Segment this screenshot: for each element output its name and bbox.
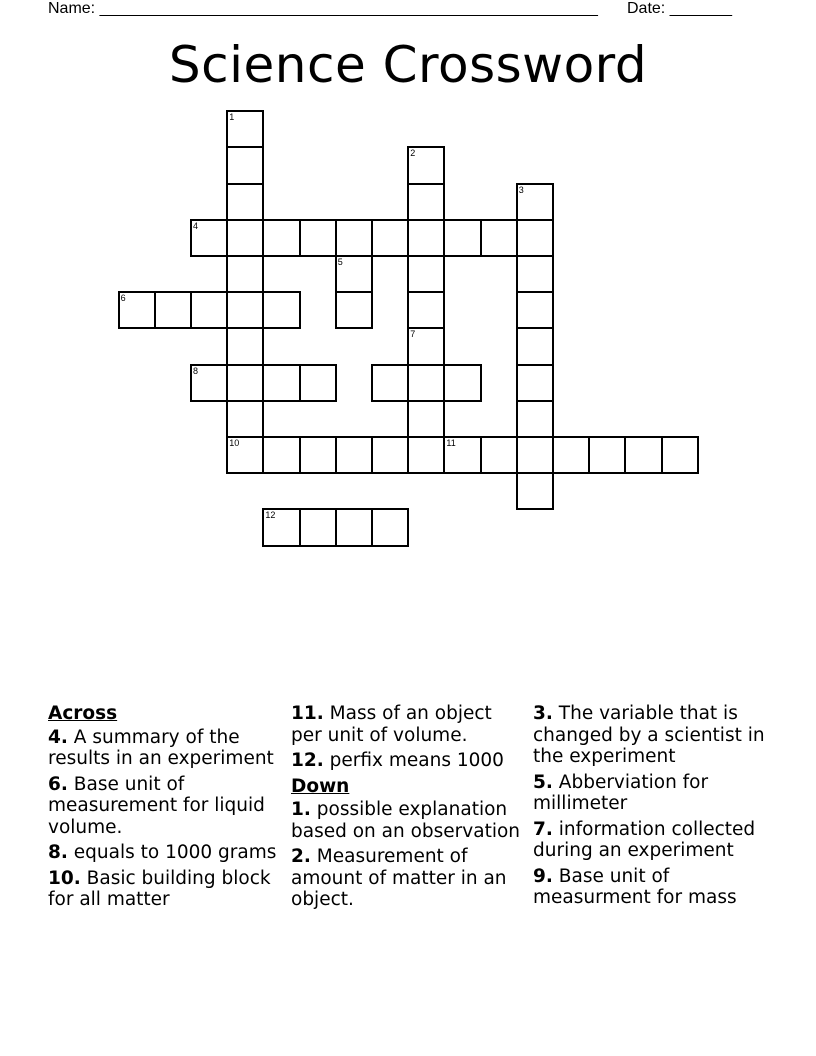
clue-number-label: 8 [193, 365, 199, 376]
grid-cell[interactable] [262, 291, 300, 329]
clue-number-label: 12 [265, 510, 276, 521]
grid-cell[interactable] [371, 364, 409, 402]
grid-cell[interactable] [407, 255, 445, 293]
grid-cell[interactable] [371, 508, 409, 546]
grid-cell[interactable] [262, 508, 300, 546]
grid-cell[interactable] [335, 508, 373, 546]
grid-cell[interactable] [407, 436, 445, 474]
grid-cell[interactable] [371, 436, 409, 474]
grid-cell[interactable] [516, 364, 554, 402]
clue-number: 11. [291, 703, 324, 724]
clue-text: Abberviation for millimeter [533, 771, 709, 814]
clue-column-3 [533, 703, 769, 913]
clue-number-label: 6 [120, 293, 126, 304]
clue-number: 9. [533, 865, 553, 887]
grid-cell[interactable] [335, 436, 373, 474]
clue-text: possible explanation based on an observation [291, 799, 521, 842]
grid-cell[interactable] [443, 364, 481, 402]
grid-cell[interactable] [226, 291, 264, 329]
clue-number: 1. [291, 799, 311, 820]
grid-cell[interactable] [299, 508, 337, 546]
grid-cell[interactable] [407, 219, 445, 257]
grid-cell[interactable] [154, 291, 192, 329]
clue-number-label: 5 [337, 257, 343, 267]
name-field: Name: ________________________________________________________ [48, 0, 598, 17]
grid-cell[interactable] [226, 400, 264, 438]
clue-across-8 [48, 842, 284, 864]
grid-cell[interactable] [371, 219, 409, 257]
clue-across-12 [291, 750, 527, 772]
clue-column-2 [291, 703, 527, 915]
clue-number: 7. [533, 818, 553, 840]
grid-cell[interactable] [335, 255, 373, 293]
grid-cell[interactable] [407, 327, 445, 365]
clue-text: Basic building block for all matter [48, 867, 271, 910]
grid-cell[interactable] [661, 436, 699, 474]
clue-number-label: 7 [410, 329, 416, 340]
clue-number: 6. [48, 773, 68, 795]
grid-cell[interactable] [443, 436, 481, 474]
grid-cell[interactable] [226, 436, 264, 474]
grid-cell[interactable] [262, 436, 300, 474]
clue-down-2 [291, 846, 527, 911]
grid-cell[interactable] [190, 364, 228, 402]
clue-number: 4. [48, 726, 68, 748]
date-field: Date: _______ [627, 0, 732, 17]
grid-cell[interactable] [262, 364, 300, 402]
grid-cell[interactable] [516, 436, 554, 474]
grid-cell[interactable] [226, 219, 264, 257]
clue-number: 2. [291, 846, 311, 867]
clue-number: 10. [48, 867, 81, 889]
grid-cell[interactable] [407, 291, 445, 329]
clue-across-4 [48, 727, 284, 770]
grid-cell[interactable] [226, 146, 264, 184]
grid-cell[interactable] [335, 219, 373, 257]
clue-number-label: 4 [193, 220, 199, 231]
clue-text: Base unit of measurement for liquid volume. [48, 773, 265, 838]
grid-cell[interactable] [262, 219, 300, 257]
grid-cell[interactable] [190, 291, 228, 329]
clue-column-1 [48, 703, 284, 915]
grid-cell[interactable] [226, 327, 264, 365]
grid-cell[interactable] [407, 364, 445, 402]
clue-down-9 [533, 866, 769, 909]
across-heading: Across [48, 703, 118, 724]
grid-cell[interactable] [480, 219, 518, 257]
grid-cell[interactable] [226, 183, 264, 221]
clue-number: 12. [291, 750, 324, 771]
clue-text: A summary of the results in an experiment [48, 726, 274, 769]
down-heading: Down [291, 775, 350, 797]
clue-number-label: 1 [229, 112, 235, 123]
clue-number-label: 11 [446, 438, 456, 448]
clue-down-7 [533, 819, 769, 862]
grid-cell[interactable] [516, 183, 554, 221]
grid-cell[interactable] [299, 436, 337, 474]
grid-cell[interactable] [480, 436, 518, 474]
grid-cell[interactable] [516, 255, 554, 293]
clue-across-6 [48, 774, 284, 839]
grid-cell[interactable] [226, 110, 264, 148]
clue-number: 5. [533, 771, 553, 793]
clue-down-5 [533, 772, 769, 815]
grid-cell[interactable] [335, 291, 373, 329]
grid-cell[interactable] [226, 364, 264, 402]
clue-text: perfix means 1000 [329, 750, 504, 771]
grid-cell[interactable] [118, 291, 156, 329]
clue-text: Base unit of measurment for mass [533, 865, 737, 908]
grid-cell[interactable] [516, 219, 554, 257]
grid-cell[interactable] [516, 400, 554, 438]
clue-text: Measurement of amount of matter in an object. [291, 846, 507, 910]
grid-cell[interactable] [552, 436, 590, 474]
clue-number-label: 3 [518, 184, 524, 195]
clue-number: 3. [533, 703, 553, 724]
clue-text: The variable that is changed by a scientist in the experiment [533, 703, 765, 767]
grid-cell[interactable] [588, 436, 626, 474]
page-title: Science Crossword [168, 36, 648, 94]
clue-across-10 [48, 868, 284, 911]
clue-text: information collected during an experiment [533, 818, 756, 861]
grid-cell[interactable] [407, 400, 445, 438]
grid-cell[interactable] [299, 364, 337, 402]
grid-cell[interactable] [516, 291, 554, 329]
grid-cell[interactable] [443, 219, 481, 257]
grid-cell[interactable] [516, 472, 554, 510]
clue-text: equals to 1000 grams [73, 842, 277, 863]
grid-cell[interactable] [299, 219, 337, 257]
clue-text: Mass of an object per unit of volume. [291, 703, 492, 746]
clue-down-3 [533, 703, 769, 768]
clue-number-label: 10 [229, 438, 240, 448]
clue-number-label: 2 [410, 148, 416, 159]
clue-across-11 [291, 703, 527, 746]
grid-cell[interactable] [226, 255, 264, 293]
grid-cell[interactable] [407, 183, 445, 221]
clue-down-1 [291, 799, 527, 842]
grid-cell[interactable] [516, 327, 554, 365]
grid-cell[interactable] [190, 219, 228, 257]
grid-cell[interactable] [624, 436, 662, 474]
clue-number: 8. [48, 842, 68, 863]
grid-cell[interactable] [407, 146, 445, 184]
